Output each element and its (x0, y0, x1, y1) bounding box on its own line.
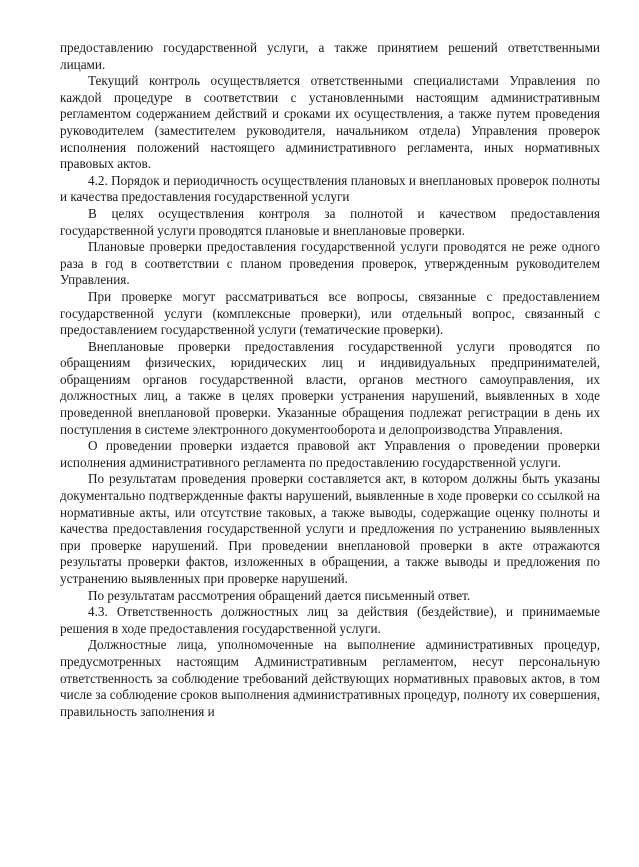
paragraph-current-control: Текущий контроль осуществляется ответственными специалистами Управления по каждой процедуре в соответствии с установленными настоящим административным регламентом содержанием действий и сроками их осуществления, а также путем проведения руководителем (заместителем руководителя, начальником отдела) Управления проверок исполнения положений настоящего административного регламента, иных нормативных правовых актов. (60, 73, 600, 172)
paragraph-legal-act: О проведении проверки издается правовой акт Управления о проведении проверки исполнения административного регламента по предоставлению государственной услуги. (60, 438, 600, 470)
document-page (60, 40, 600, 720)
paragraph-inspection-scope: При проверке могут рассматриваться все вопросы, связанные с предоставлением государственной услуги (комплексные проверки), или отдельный вопрос, связанный с предоставлением государственной услуги (тематические проверки). (60, 288, 600, 338)
paragraph-planned-inspections: Плановые проверки предоставления государственной услуги проводятся не реже одного раза в год в соответствии с планом проведения проверок, утвержденным руководителем Управления. (60, 239, 600, 288)
section-heading-4-3: 4.3. Ответственность должностных лиц за действия (бездействие), и принимаемые решения в ходе предоставления государственной услуги. (60, 604, 600, 636)
paragraph-written-reply: По результатам рассмотрения обращений дается письменный ответ. (88, 587, 471, 603)
paragraph-unplanned-inspections: Внеплановые проверки предоставления государственной услуги проводятся по обращениям физических, юридических лиц и индивидуальных предпринимателей, обращениям органов государственной власти, органов местного самоуправления, их должностных лиц, а также в целях проверки устранения нарушений, выявленных в ходе проведенной внеплановой проверки. Указанные обращения подлежат регистрации в день их поступления в системе электронного документооборота и делопроизводства Управления. (60, 338, 600, 437)
paragraph-official-responsibility: Должностные лица, уполномоченные на выполнение административных процедур, предусмотренных настоящим Административным регламентом, несут персональную ответственность за соблюдение требований действующих нормативных правовых актов, в том числе за соблюдение сроков выполнения административных процедур, полноту их совершения, правильность заполнения и (60, 637, 600, 719)
paragraph-control-purpose: В целях осуществления контроля за полнотой и качеством предоставления государственной услуги проводятся плановые и внеплановые проверки. (60, 205, 600, 238)
paragraph-responsibility-continuation: предоставлению государственной услуги, а также принятием решений ответственными лицами. (60, 40, 600, 72)
section-heading-4-2: 4.2. Порядок и периодичность осуществления плановых и внеплановых проверок полноты и качества предоставления государственной услуги (60, 172, 600, 205)
paragraph-inspection-report: По результатам проведения проверки составляется акт, в котором должны быть указаны документально подтвержденные факты нарушений, выявленные в ходе проверки со ссылкой на нормативные акты, или отсутствие таковых, а также выводы, содержащие оценку полноты и качества предоставления государственной услуги и предложения по устранению выявленных при проверке нарушений. При проведении внеплановой проверки в акте отражаются результаты проверки фактов, изложенных в обращении, а также выводы и предложения по устранению выявленных при проверке нарушений. (60, 471, 600, 586)
